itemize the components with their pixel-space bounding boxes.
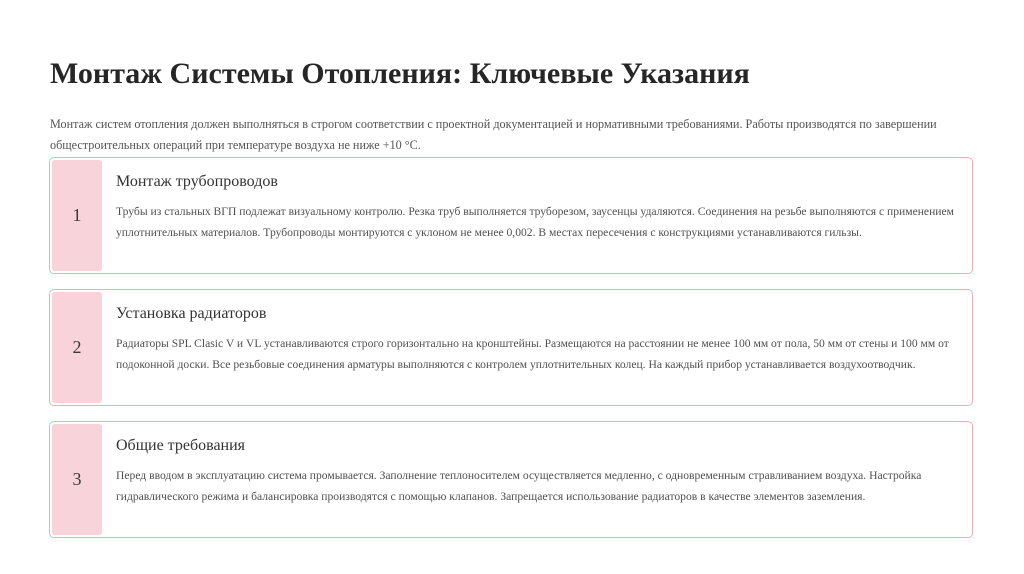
step-number-badge (52, 292, 102, 403)
step-number: 1 (72, 205, 82, 225)
step-number-badge (52, 160, 102, 271)
step-description: Радиаторы SPL Clasic V и VL устанавливаются строго горизонтально на кронштейны. Размещаются на расстоянии не менее 100 мм от пола, 50 мм от стены и 100 мм от подоконной доски. Все резьбовые соединения арматуры выполняются с контролем уплотнительных колец. На каждый прибор устанавливается воздухоотводчик. (116, 337, 949, 371)
step-number-badge (52, 424, 102, 535)
step-title: Общие требования (116, 437, 246, 454)
step-title: Монтаж трубопроводов (116, 173, 278, 190)
page-title: Монтаж Системы Отопления: Ключевые Указания (50, 57, 750, 91)
step-title: Установка радиаторов (116, 305, 267, 322)
step-description: Трубы из стальных ВГП подлежат визуальному контролю. Резка труб выполняется труборезом, заусенцы удаляются. Соединения на резьбе выполняются с применением уплотнительных материалов. Трубопроводы монтируются с уклоном не менее 0,002. В местах пересечения с конструкциями устанавливаются гильзы. (116, 205, 954, 239)
intro-paragraph: Монтаж систем отопления должен выполняться в строгом соответствии с проектной документацией и нормативными требованиями. Работы производятся по завершении общестроительных операций при температуре воздуха не ниже +10 °C. (50, 117, 937, 153)
step-number: 2 (72, 337, 82, 357)
step-card-2 (49, 289, 973, 406)
step-card-3 (49, 421, 973, 538)
step-number: 3 (72, 469, 82, 489)
step-card-1 (49, 157, 973, 274)
step-description: Перед вводом в эксплуатацию система промывается. Заполнение теплоносителем осуществляется медленно, с одновременным стравливанием воздуха. Настройка гидравлического режима и балансировка производятся с помощью клапанов. Запрещается использование радиаторов в качестве элементов заземления. (116, 469, 922, 503)
